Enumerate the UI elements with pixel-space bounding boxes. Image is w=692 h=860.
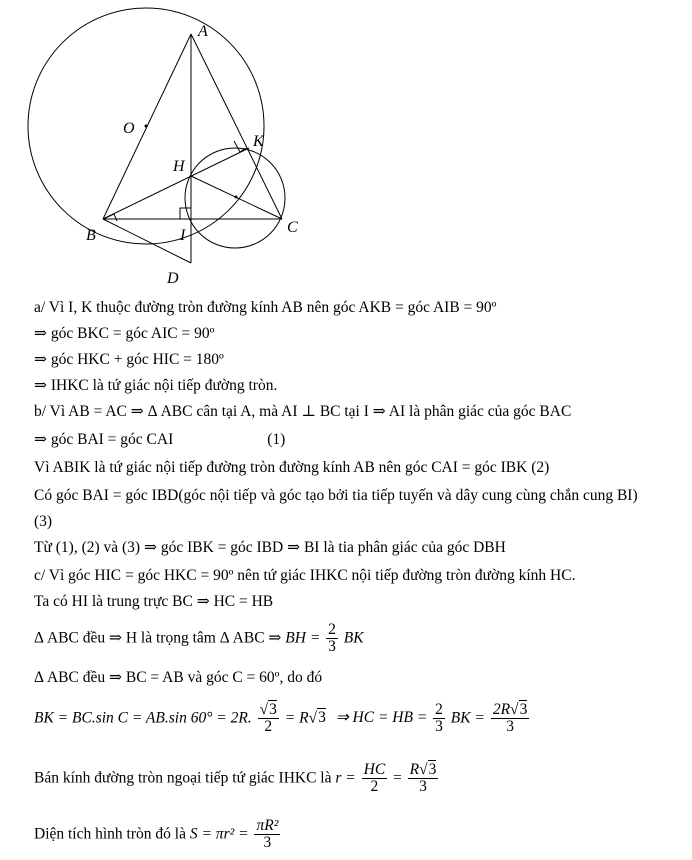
fraction-den: 3 <box>435 718 443 736</box>
solution-line-a2: ⇒ góc BKC = góc AIC = 90º <box>34 325 215 342</box>
label-o: O <box>123 120 135 137</box>
label-d: D <box>167 270 179 287</box>
eq3-part1: BK = BC.sin C = AB.sin 60° = 2R. <box>34 709 252 727</box>
label-h: H <box>173 158 185 175</box>
fraction-num: R√3 <box>409 761 437 778</box>
fraction-two-thirds <box>326 622 338 656</box>
eq5-lhs: S = πr² = <box>189 825 249 843</box>
eq4-text: Bán kính đường tròn ngoại tiếp tứ giác IHKC là <box>34 769 332 787</box>
solution-line-c1: c/ Vì góc HIC = góc HKC = 90º nên tứ giác IHKC nội tiếp đường tròn đường kính HC. <box>34 567 576 584</box>
solution-line-b4: Có góc BAI = góc IBD(góc nội tiếp và góc tạo bởi tia tiếp tuyến và dây cung cùng chắn cung BI) <box>34 487 638 504</box>
ref-1: (1) <box>267 431 286 448</box>
point-o <box>145 125 148 128</box>
solution-line-b5: (3) <box>34 513 53 530</box>
solution-line-b2-text: ⇒ góc BAI = góc CAI <box>34 431 174 448</box>
label-c: C <box>287 219 298 236</box>
eq1-text: Δ ABC đều ⇒ H là trọng tâm Δ ABC ⇒ <box>34 629 282 647</box>
fraction-den: 3 <box>506 718 514 736</box>
fraction-den: 3 <box>328 638 336 656</box>
equation-area <box>34 818 282 852</box>
solution-line-a4: ⇒ IHKC là tứ giác nội tiếp đường tròn. <box>34 377 278 394</box>
fraction-pi-r2-over-3 <box>254 818 280 852</box>
solution-line-b3: Vì ABIK là tứ giác nội tiếp đường tròn đường kính AB nên góc CAI = góc IBK (2) <box>34 459 550 476</box>
fraction-den: 2 <box>370 778 379 796</box>
sqrt-arg: 3 <box>519 701 528 718</box>
segment-ac <box>191 34 282 219</box>
label-k: K <box>253 133 264 150</box>
solution-line-a1: a/ Vì I, K thuộc đường tròn đường kính AB nên góc AKB = góc AIB = 90º <box>34 299 497 316</box>
eq3-part4: BK = <box>450 709 485 727</box>
equation-bk: BK = BC.sin C = AB.sin 60° = 2R. $\frac{√3}{2}$ = R√3 ⇒ HC = HB = $\frac{2}{3}$ BK = $\frac{2R√3}{3}$ <box>34 701 528 736</box>
eq4-equals: = <box>393 769 402 787</box>
fraction-sqrt3-over-2 <box>258 702 279 736</box>
num-coef: R <box>409 761 420 778</box>
fraction-num: 2R√3 <box>492 701 528 718</box>
label-b: B <box>86 227 96 244</box>
eq3-part2: = R <box>284 709 309 727</box>
sqrt-arg: 3 <box>269 701 277 718</box>
eq1-tail: BK <box>343 629 364 647</box>
sqrt-arg: 3 <box>428 761 437 778</box>
fraction-2r-sqrt3-over-3 <box>491 702 529 736</box>
fraction-r-sqrt3-over-3 <box>408 762 439 796</box>
fraction-two-thirds <box>433 702 445 736</box>
solution-line-c3: Δ ABC đều ⇒ BC = AB và góc C = 60º, do đó <box>34 669 323 686</box>
num-coef: 2R <box>492 701 511 718</box>
equation-centroid <box>34 622 364 656</box>
fraction-num: √3 <box>259 701 277 718</box>
geometry-figure <box>0 0 692 300</box>
eq3-part3: ⇒ HC = HB = <box>335 709 428 727</box>
eq5-text: Diện tích hình tròn đó là <box>34 825 186 843</box>
segment-bd <box>103 219 191 263</box>
label-a: A <box>198 23 208 40</box>
fraction-num: HC <box>363 761 386 778</box>
fraction-num: 2 <box>328 621 336 638</box>
fraction-hc-over-2 <box>362 762 388 796</box>
fraction-num: 2 <box>435 701 443 718</box>
point-center-small <box>235 196 238 199</box>
solution-line-b1: b/ Vì AB = AC ⇒ Δ ABC cân tại A, mà AI ⊥ BC tại I ⇒ AI là phân giác của góc BAC <box>34 403 572 420</box>
fraction-num: πR² <box>256 817 279 834</box>
fraction-den: 3 <box>263 834 272 852</box>
fraction-den: 2 <box>264 718 273 736</box>
equation-radius <box>34 762 440 796</box>
label-i: I <box>180 227 186 244</box>
solution-line-b6: Từ (1), (2) và (3) ⇒ góc IBK = góc IBD ⇒ BI là tia phân giác của góc DBH <box>34 539 506 556</box>
sqrt-arg: 3 <box>318 709 326 727</box>
solution-line-b2 <box>34 430 285 450</box>
solution-line-a3: ⇒ góc HKC + góc HIC = 180º <box>34 351 224 368</box>
fraction-den: 3 <box>419 778 427 796</box>
eq1-lhs: BH = <box>285 629 321 647</box>
solution-line-c2: Ta có HI là trung trực BC ⇒ HC = HB <box>34 593 274 610</box>
eq4-lhs: r = <box>335 769 356 787</box>
